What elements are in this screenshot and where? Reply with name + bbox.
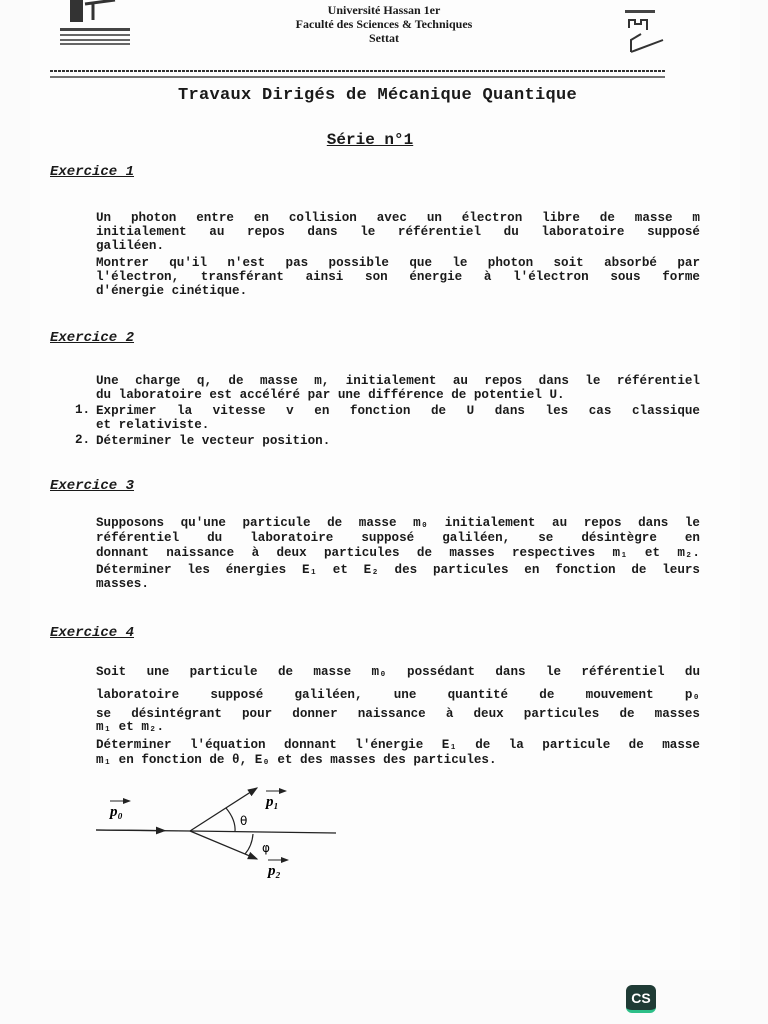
exercise-1-heading: Exercice 1	[50, 164, 135, 180]
text-line: m₁ et m₂.	[96, 720, 165, 734]
serie-title: Série n°1	[326, 131, 414, 149]
camscanner-badge: CS	[626, 985, 656, 1013]
momentum-diagram	[90, 780, 350, 880]
text-line: l'électron, transférant ainsi son énergie à l'électron sous forme	[96, 270, 700, 284]
incoming-arrow	[96, 830, 165, 831]
phi-label: φ	[262, 841, 270, 855]
p1-label: p₁	[266, 794, 279, 810]
text-line: galiléen.	[96, 239, 165, 253]
text-line: Déterminer le vecteur position.	[96, 434, 331, 448]
text-line: Déterminer l'équation donnant l'énergie E₁ de la particule de masse	[96, 738, 700, 752]
city-name: Settat	[369, 31, 399, 45]
text-line: d'énergie cinétique.	[96, 284, 248, 298]
text-line: m₁ en fonction de θ, E₀ et des masses des particules.	[96, 753, 497, 767]
text-line: initialement au repos dans le référentiel du laboratoire supposé	[96, 225, 700, 239]
p2-label: p₂	[268, 863, 281, 879]
text-line: laboratoire supposé galiléen, une quantité de mouvement p₀	[96, 688, 700, 702]
p2-arrow	[190, 831, 257, 859]
exercise-3-heading: Exercice 3	[50, 478, 135, 494]
p0-label: p₀	[110, 804, 123, 820]
text-line: Soit une particule de masse m₀ possédant dans le référentiel du	[96, 665, 700, 679]
text-line: se désintégrant pour donner naissance à deux particules de masses	[96, 707, 700, 721]
phi-arc	[245, 834, 253, 854]
university-name: Université Hassan 1er	[327, 3, 441, 17]
text-line: Une charge q, de masse m, initialement au repos dans le référentiel	[96, 374, 700, 388]
list-number: 2.	[75, 433, 91, 447]
text-line: référentiel du laboratoire supposé galiléen, se désintègre en	[96, 531, 700, 545]
document-title: Travaux Dirigés de Mécanique Quantique	[177, 86, 578, 105]
text-line: Supposons qu'une particule de masse m₀ initialement au repos dans le	[96, 516, 700, 530]
faculty-name: Faculté des Sciences & Techniques	[295, 17, 473, 31]
theta-label: θ	[240, 814, 248, 828]
text-line: Exprimer la vitesse v en fonction de U dans les cas classique	[96, 404, 700, 418]
axis-line	[190, 831, 336, 833]
text-line: Un photon entre en collision avec un électron libre de masse m	[96, 211, 700, 225]
exercise-4-heading: Exercice 4	[50, 625, 135, 641]
text-line: du laboratoire est accéléré par une différence de potentiel U.	[96, 388, 565, 402]
text-line: et relativiste.	[96, 418, 210, 432]
text-line: masses.	[96, 577, 149, 591]
text-line: donnant naissance à deux particules de masses respectives m₁ et m₂.	[96, 546, 700, 560]
text-line: Montrer qu'il n'est pas possible que le photon soit absorbé par	[96, 256, 700, 270]
list-number: 1.	[75, 403, 91, 417]
theta-arc	[226, 808, 235, 832]
exercise-2-heading: Exercice 2	[50, 330, 135, 346]
text-line: Déterminer les énergies E₁ et E₂ des particules en fonction de leurs	[96, 563, 700, 577]
header-separator	[50, 68, 665, 82]
